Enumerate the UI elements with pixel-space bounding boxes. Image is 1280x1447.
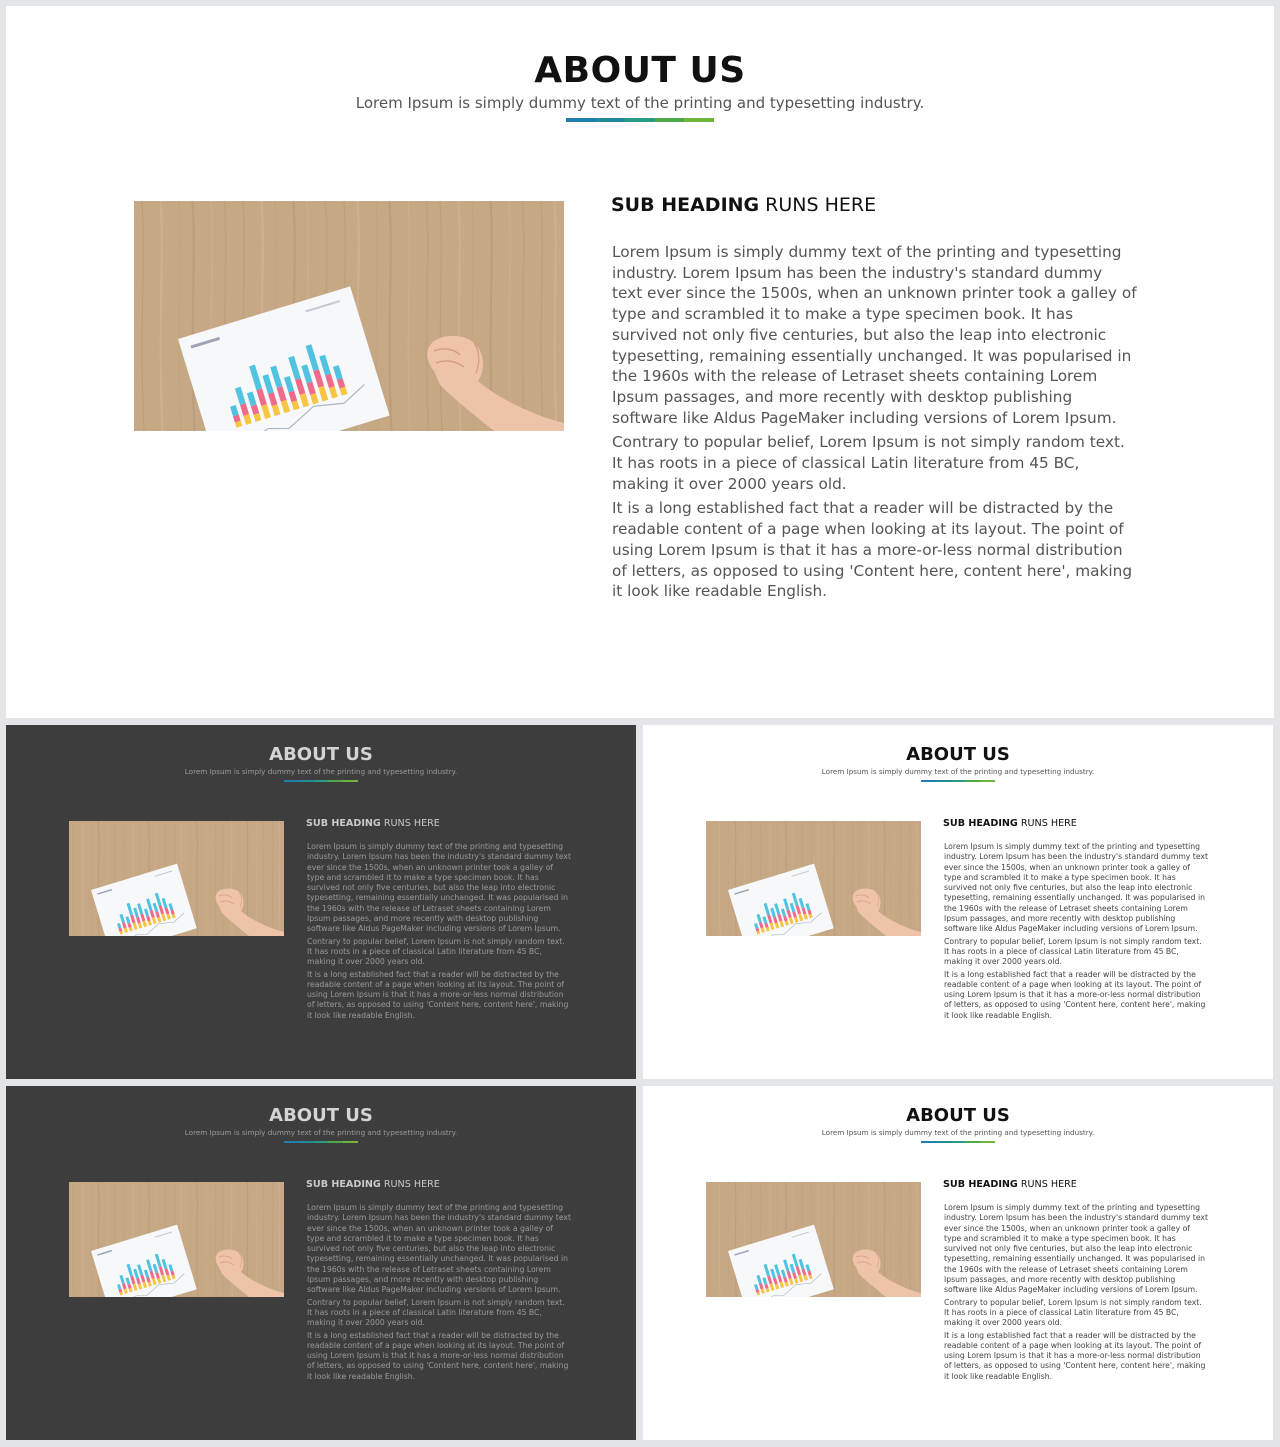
paragraph-2: Contrary to popular belief, Lorem Ipsum is not simply random text. It has roots in a piece of classical Latin literature from 45 BC, making it over 2000 years old. (612, 433, 1125, 493)
desk-chart-photo (706, 821, 921, 936)
accent-segment (566, 118, 596, 122)
sub-heading (611, 194, 876, 216)
body-text (307, 1203, 571, 1382)
accent-segment (299, 1141, 314, 1143)
sub-heading-bold: SUB HEADING (611, 194, 760, 216)
paragraph-3: It is a long established fact that a reader will be distracted by the readable content of a page when looking at its layout. The point of using Lorem Ipsum is that it has a more-or-less normal distribution of letters, as opposed to using 'Content here, content here', making it look like readable English. (307, 1330, 569, 1381)
sub-heading-bold: SUB HEADING (943, 1179, 1018, 1190)
desk-chart-photo (69, 1182, 284, 1297)
slide-title: ABOUT US (534, 50, 746, 91)
sub-heading-bold: SUB HEADING (306, 818, 381, 829)
paragraph-1: Lorem Ipsum is simply dummy text of the printing and typesetting industry. Lorem Ipsum has been the industry's standard dummy text ever since the 1500s, when an unknown printer took a galley of type and scrambled it to make a type specimen book. It has survived not only five centuries, but also the leap into electronic typesetting, remaining essentially unchanged. It was popularised in the 1960s with the release of Letraset sheets containing Lorem Ipsum passages, and more recently with desktop publishing software like Aldus PageMaker including versions of Lorem Ipsum. (307, 1203, 571, 1295)
sub-heading-bold: SUB HEADING (306, 1179, 381, 1190)
accent-bar (284, 780, 358, 782)
desk-chart-photo (69, 821, 284, 936)
sub-heading-bold: SUB HEADING (943, 818, 1018, 829)
sub-heading (306, 1179, 440, 1190)
slide-subtitle: Lorem Ipsum is simply dummy text of the printing and typesetting industry. (355, 94, 925, 112)
accent-bar (566, 118, 714, 122)
paragraph-3: It is a long established fact that a reader will be distracted by the readable content of a page when looking at its layout. The point of using Lorem Ipsum is that it has a more-or-less normal distribution of letters, as opposed to using 'Content here, content here', making it look like readable English. (612, 499, 1133, 601)
accent-segment (655, 118, 685, 122)
body-text (307, 842, 571, 1021)
accent-segment (936, 1141, 951, 1143)
body-text (944, 1203, 1208, 1382)
paragraph-1: Lorem Ipsum is simply dummy text of the printing and typesetting industry. Lorem Ipsum has been the industry's standard dummy text ever since the 1500s, when an unknown printer took a galley of type and scrambled it to make a type specimen book. It has survived not only five centuries, but also the leap into electronic typesetting, remaining essentially unchanged. It was popularised in the 1960s with the release of Letraset sheets containing Lorem Ipsum passages, and more recently with desktop publishing software like Aldus PageMaker including versions of Lorem Ipsum. (944, 842, 1208, 934)
accent-segment (314, 780, 329, 782)
accent-segment (936, 780, 951, 782)
desk-chart-photo (706, 1182, 921, 1297)
accent-segment (965, 1141, 980, 1143)
body-text (944, 842, 1208, 1021)
accent-segment (921, 1141, 936, 1143)
accent-segment (980, 780, 995, 782)
accent-segment (328, 780, 343, 782)
slide-title: ABOUT US (269, 744, 373, 765)
paragraph-2: Contrary to popular belief, Lorem Ipsum is not simply random text. It has roots in a piece of classical Latin literature from 45 BC, making it over 2000 years old. (944, 936, 1202, 967)
slide-large-light (6, 6, 1274, 718)
accent-segment (921, 780, 936, 782)
accent-segment (951, 780, 966, 782)
paragraph-1: Lorem Ipsum is simply dummy text of the printing and typesetting industry. Lorem Ipsum has been the industry's standard dummy text ever since the 1500s, when an unknown printer took a galley of type and scrambled it to make a type specimen book. It has survived not only five centuries, but also the leap into electronic typesetting, remaining essentially unchanged. It was popularised in the 1960s with the release of Letraset sheets containing Lorem Ipsum passages, and more recently with desktop publishing software like Aldus PageMaker including versions of Lorem Ipsum. (612, 243, 1137, 427)
paragraph-2: Contrary to popular belief, Lorem Ipsum is not simply random text. It has roots in a piece of classical Latin literature from 45 BC, making it over 2000 years old. (944, 1297, 1202, 1328)
slide-thumb-light-1[interactable] (643, 725, 1273, 1079)
paragraph-1: Lorem Ipsum is simply dummy text of the printing and typesetting industry. Lorem Ipsum has been the industry's standard dummy text ever since the 1500s, when an unknown printer took a galley of type and scrambled it to make a type specimen book. It has survived not only five centuries, but also the leap into electronic typesetting, remaining essentially unchanged. It was popularised in the 1960s with the release of Letraset sheets containing Lorem Ipsum passages, and more recently with desktop publishing software like Aldus PageMaker including versions of Lorem Ipsum. (307, 842, 571, 934)
slide-thumb-dark-2[interactable] (6, 1086, 636, 1440)
sub-heading-rest: RUNS HERE (1017, 818, 1077, 829)
accent-segment (328, 1141, 343, 1143)
slide-title: ABOUT US (906, 744, 1010, 765)
slide-title: ABOUT US (906, 1105, 1010, 1126)
paragraph-1: Lorem Ipsum is simply dummy text of the printing and typesetting industry. Lorem Ipsum has been the industry's standard dummy text ever since the 1500s, when an unknown printer took a galley of type and scrambled it to make a type specimen book. It has survived not only five centuries, but also the leap into electronic typesetting, remaining essentially unchanged. It was popularised in the 1960s with the release of Letraset sheets containing Lorem Ipsum passages, and more recently with desktop publishing software like Aldus PageMaker including versions of Lorem Ipsum. (944, 1203, 1208, 1295)
accent-segment (684, 118, 714, 122)
accent-segment (596, 118, 626, 122)
accent-segment (299, 780, 314, 782)
slide-subtitle: Lorem Ipsum is simply dummy text of the printing and typesetting industry. (184, 767, 458, 776)
accent-segment (343, 780, 358, 782)
slide-thumb-light-2[interactable] (643, 1086, 1273, 1440)
sub-heading-rest: RUNS HERE (380, 1179, 440, 1190)
body-text (612, 242, 1137, 602)
paragraph-3: It is a long established fact that a reader will be distracted by the readable content of a page when looking at its layout. The point of using Lorem Ipsum is that it has a more-or-less normal distribution of letters, as opposed to using 'Content here, content here', making it look like readable English. (944, 969, 1206, 1020)
slide-thumb-dark-1[interactable] (6, 725, 636, 1079)
paragraph-2: Contrary to popular belief, Lorem Ipsum is not simply random text. It has roots in a piece of classical Latin literature from 45 BC, making it over 2000 years old. (307, 1297, 565, 1328)
accent-segment (314, 1141, 329, 1143)
sub-heading (306, 818, 440, 829)
paragraph-2: Contrary to popular belief, Lorem Ipsum is not simply random text. It has roots in a piece of classical Latin literature from 45 BC, making it over 2000 years old. (307, 936, 565, 967)
accent-segment (284, 780, 299, 782)
slide-subtitle: Lorem Ipsum is simply dummy text of the printing and typesetting industry. (184, 1128, 458, 1137)
slide-title: ABOUT US (269, 1105, 373, 1126)
paragraph-3: It is a long established fact that a reader will be distracted by the readable content of a page when looking at its layout. The point of using Lorem Ipsum is that it has a more-or-less normal distribution of letters, as opposed to using 'Content here, content here', making it look like readable English. (307, 969, 569, 1020)
accent-segment (625, 118, 655, 122)
accent-segment (343, 1141, 358, 1143)
sub-heading-rest: RUNS HERE (380, 818, 440, 829)
accent-bar (921, 1141, 995, 1143)
sub-heading (943, 818, 1077, 829)
sub-heading-rest: RUNS HERE (759, 194, 877, 216)
accent-segment (965, 780, 980, 782)
accent-bar (921, 780, 995, 782)
slide-subtitle: Lorem Ipsum is simply dummy text of the printing and typesetting industry. (821, 767, 1095, 776)
accent-bar (284, 1141, 358, 1143)
desk-chart-photo (134, 201, 564, 431)
paragraph-3: It is a long established fact that a reader will be distracted by the readable content of a page when looking at its layout. The point of using Lorem Ipsum is that it has a more-or-less normal distribution of letters, as opposed to using 'Content here, content here', making it look like readable English. (944, 1330, 1206, 1381)
accent-segment (284, 1141, 299, 1143)
sub-heading (943, 1179, 1077, 1190)
slide-subtitle: Lorem Ipsum is simply dummy text of the printing and typesetting industry. (821, 1128, 1095, 1137)
sub-heading-rest: RUNS HERE (1017, 1179, 1077, 1190)
accent-segment (980, 1141, 995, 1143)
accent-segment (951, 1141, 966, 1143)
